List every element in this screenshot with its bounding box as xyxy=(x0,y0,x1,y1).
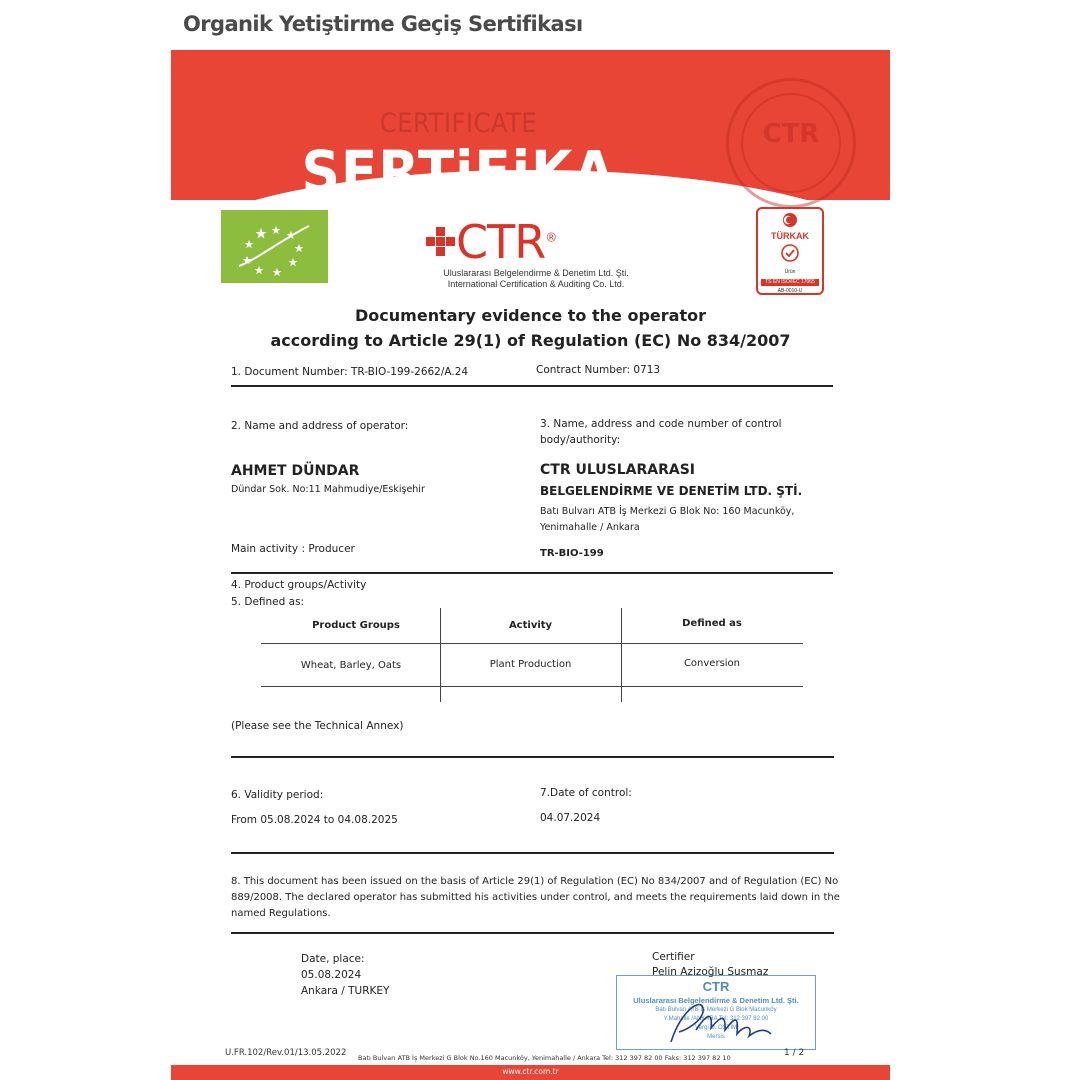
form-code: U.FR.102/Rev.01/13.05.2022 xyxy=(225,1048,347,1058)
main-activity: Main activity : Producer xyxy=(231,543,355,555)
product-groups-label: 4. Product groups/Activity xyxy=(231,579,367,591)
divider xyxy=(231,572,833,574)
issuer-name-en: International Certification & Auditing Co. Ltd. xyxy=(447,279,625,289)
basis-statement-line1: 8. This document has been issued on the basis of Article 29(1) of Regulation (EC) No 834/2007 and of Regulation (EC) No xyxy=(231,876,839,887)
divider xyxy=(231,756,834,758)
operator-address: Dündar Sok. No:11 Mahmudiye/Eskişehir xyxy=(231,484,425,495)
control-body-name-2: BELGELENDİRME VE DENETİM LTD. ŞTİ. xyxy=(540,484,803,498)
certificate-document xyxy=(171,50,890,1080)
ctr-logo xyxy=(426,215,646,295)
date-place-label: Date, place: xyxy=(301,953,365,965)
control-body-name-1: CTR ULUSLARARASI xyxy=(540,462,695,478)
table-cell: Conversion xyxy=(683,658,741,669)
contract-number: Contract Number: 0713 xyxy=(536,364,661,376)
doc-heading-line1: Documentary evidence to the operator xyxy=(355,306,706,325)
control-body-label-2: body/authority: xyxy=(540,434,621,446)
certifier-name: Pelin Azizoğlu Susmaz xyxy=(652,966,769,978)
validity-value: From 05.08.2024 to 04.08.2025 xyxy=(231,814,398,826)
operator-label: 2. Name and address of operator: xyxy=(231,420,409,432)
doc-heading-line2: according to Article 29(1) of Regulation (EC) No 834/2007 xyxy=(270,331,791,350)
document-number: 1. Document Number: TR-BIO-199-2662/A.24 xyxy=(231,366,469,378)
divider xyxy=(231,932,834,934)
table-header: Product Groups xyxy=(312,620,400,631)
divider xyxy=(231,852,834,854)
page-title: Organik Yetiştirme Geçiş Sertifikası xyxy=(183,12,583,36)
issue-place: Ankara / TURKEY xyxy=(301,985,390,997)
validity-label: 6. Validity period: xyxy=(231,789,324,801)
operator-name: AHMET DÜNDAR xyxy=(231,463,360,479)
control-body-address-2: Yenimahalle / Ankara xyxy=(540,522,640,533)
page-number: 1 / 2 xyxy=(784,1048,805,1058)
eu-organic-logo xyxy=(221,210,328,283)
title-en: CERTIFICATE xyxy=(379,108,538,139)
certifier-label: Certifier xyxy=(652,951,695,963)
control-date-label: 7.Date of control: xyxy=(540,787,632,799)
table-cell: Plant Production xyxy=(489,659,572,670)
signature-icon xyxy=(641,990,791,1050)
control-body-address-1: Batı Bulvarı ATB İş Merkezi G Blok No: 160 Macunköy, xyxy=(540,506,795,517)
basis-statement-line3: named Regulations. xyxy=(231,908,331,919)
table-header: Defined as xyxy=(682,618,742,629)
eu-leaf-icon xyxy=(221,210,328,283)
ctr-cross-icon xyxy=(426,227,456,257)
website-url: www.ctr.com.tr xyxy=(502,1067,559,1076)
svg-text:Pelin: Pelin xyxy=(641,990,644,991)
control-date-value: 04.07.2024 xyxy=(540,812,601,824)
watermark-seal: CTR xyxy=(726,78,856,208)
basis-statement-line2: 889/2008. The declared operator has submitted his activities under control, and meets the requirements laid down in the xyxy=(231,892,840,903)
table-header: Activity xyxy=(508,620,553,631)
issue-date: 05.08.2024 xyxy=(301,969,362,981)
title-tr: SERTiFiKA xyxy=(301,138,616,206)
table-cell: Wheat, Barley, Oats xyxy=(300,660,402,671)
control-body-label-1: 3. Name, address and code number of control xyxy=(540,418,782,430)
footer-address: Batı Bulvarı ATB İş Merkezi G Blok No.160 Macunköy, Yenimahalle / Ankara Tel: 312 397 82 00 Faks: 312 397 82 10 xyxy=(358,1054,731,1062)
company-stamp: CTR Uluslararası Belgelendirme & Denetim Ltd. Şti. Batı Bulvarı ATB İş Merkezi G Blok Macunköy Y.Mahalle /ANKARA Tel: 312 397 82 00 Vergi D. OSTİM Mersis xyxy=(616,975,816,1050)
control-body-code: TR-BIO-199 xyxy=(540,548,604,559)
technical-annex-note: (Please see the Technical Annex) xyxy=(231,720,404,732)
ctr-wordmark: CTR® xyxy=(456,215,557,269)
turkak-accreditation-badge: TÜRKAK Ürün TS EN ISO/IEC 17065 AB-0010-U xyxy=(756,207,824,295)
divider xyxy=(231,385,833,387)
defined-as-label: 5. Defined as: xyxy=(231,596,305,608)
issuer-name-tr: Uluslararası Belgelendirme & Denetim Ltd. Şti. xyxy=(443,268,629,278)
